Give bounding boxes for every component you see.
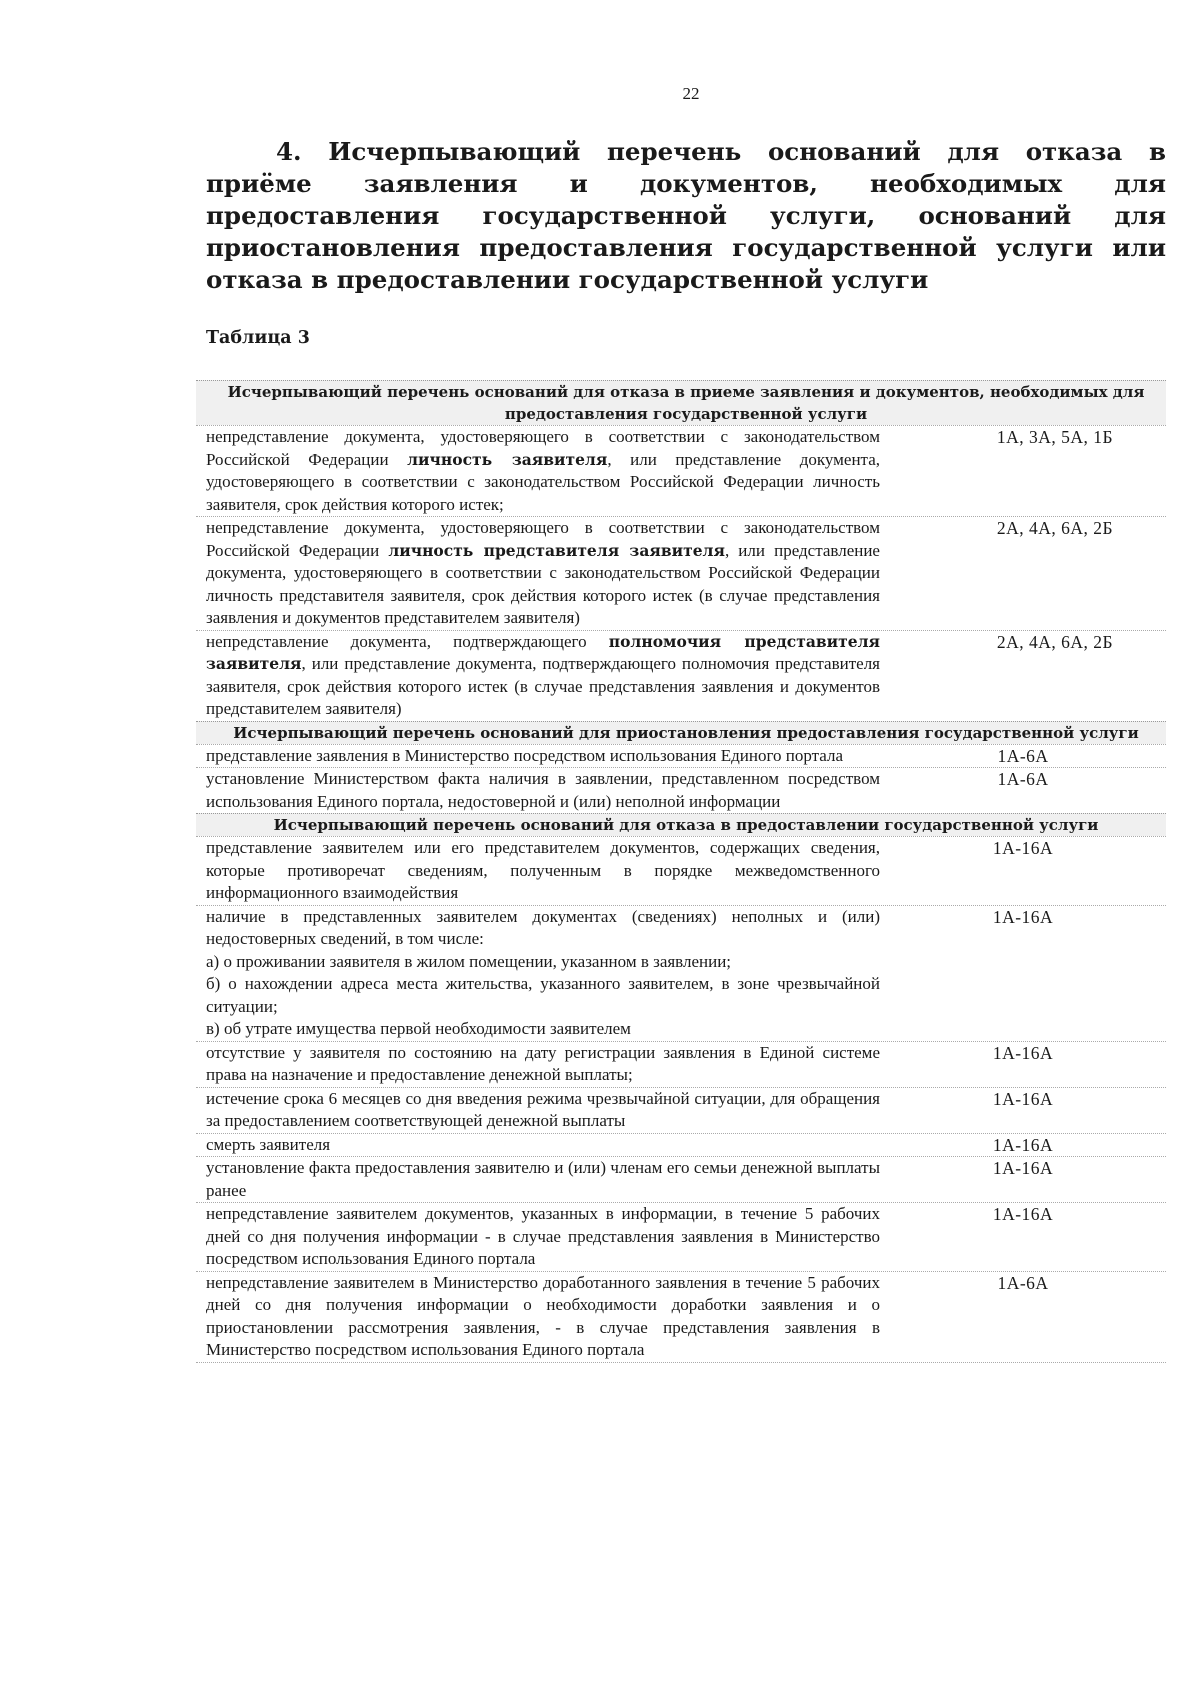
grounds-table [196,380,1166,1363]
table-row [196,1271,1166,1363]
row-text: отсутствие у заявителя по состоянию на дату регистрации заявления в Единой системе права на назначение и предоставление денежной выплаты; [206,1042,880,1084]
table-row [196,1156,1166,1202]
row-text: непредставление заявителем в Министерство доработанного заявления в течение 5 рабочих дней со дня получения информации о необходимости доработки заявления и о приостановлении рассмотрения заявления, - в случае представления заявления в Министерство посредством использования Единого портала [206,1272,880,1359]
row-text [196,426,880,516]
row-code: 1А-16А [992,838,1054,858]
section-header-refusal-service: Исчерпывающий перечень оснований для отказа в предоставлении государственной услуги [196,813,1166,836]
page-number: 22 [682,84,700,103]
table-row [196,1087,1166,1133]
section-header-suspension: Исчерпывающий перечень оснований для приостановления предоставления государственной услуги [196,721,1166,744]
row-text-emphasis: личность заявителя [407,449,608,469]
row-code: 1А-16А [992,1204,1054,1224]
row-text-part: непредставление документа, подтверждающего [206,631,609,651]
row-text-line: наличие в представленных заявителем документах (сведениях) неполных и (или) недостоверных сведений, в том числе: [206,906,880,948]
row-text-line: в) об утрате имущества первой необходимости заявителем [206,1019,631,1038]
row-text: установление факта предоставления заявителю и (или) членам его семьи денежной выплаты ранее [206,1158,880,1200]
table-row [196,425,1166,516]
section-heading: 4. Исчерпывающий перечень оснований для отказа в приёме заявления и документов, необходимых для предоставления государственной услуги, оснований для приостановления предоставления государственной услуги или отказа в предоставлении государственной услуги [206,137,1166,294]
table-row [196,1202,1166,1271]
row-code: 1А-16А [992,1088,1054,1109]
row-text-part: непредставление документа, удостоверяющего в соответствии с законодательством Российской Федерации [206,518,880,560]
row-text-part: , или представление документа, удостоверяющего в соответствии с законодательством Российской Федерации личность заявителя, срок действия которого истек; [206,449,880,514]
row-code: 1А-16А [992,1134,1054,1155]
row-text-part: непредставление документа, удостоверяющего в соответствии с законодательством Российской Федерации [206,427,880,469]
table-row [196,1041,1166,1087]
table-row [196,630,1166,721]
row-text: установление Министерством факта наличия в заявлении, представленном посредством использования Единого портала, недостоверной и (или) неполной информации [206,769,880,811]
row-text-line: а) о проживании заявителя в жилом помещении, указанном в заявлении; [206,951,732,971]
section-header-refusal-acceptance: Исчерпывающий перечень оснований для отказа в приеме заявления и документов, необходимых для предоставления государственной услуги [196,380,1166,425]
row-text: смерть заявителя [206,1134,331,1154]
row-code: 1А-6А [997,745,1049,766]
row-code: 2А, 4А, 6А, 2Б [996,518,1114,538]
row-code: 1А-16А [992,1158,1054,1178]
row-text: представление заявления в Министерство посредством использования Единого портала [206,745,843,765]
row-text-emphasis: личность представителя заявителя [388,540,725,560]
table-caption: Таблица 3 [206,328,310,348]
row-text: представление заявителем или его представителем документов, содержащих сведения, которые противоречат сведениям, полученным в порядке межведомственного информационного взаимодействия [206,838,880,902]
table-row [196,767,1166,813]
table-row [196,516,1166,630]
row-text [196,631,880,721]
table-row [196,905,1166,1041]
row-text-line: б) о нахождении адреса места жительства, указанного заявителем, в зоне чрезвычайной ситуации; [206,974,880,1016]
table-row [196,836,1166,905]
table-row [196,744,1166,768]
row-code: 1А-16А [992,906,1054,927]
row-code: 1А-16А [992,1042,1054,1063]
row-text-part: , или представление документа, удостоверяющего в соответствии с законодательством Российской Федерации личность представителя заявителя, срок действия которого истек (в случае представления заявления и документов представителем заявителя) [206,540,880,627]
row-text: непредставление заявителем документов, указанных в информации, в течение 5 рабочих дней со дня получения информации - в случае представления заявления в Министерство посредством использования Единого портала [206,1204,880,1268]
row-code: 1А-6А [997,1272,1049,1293]
row-text [196,517,880,630]
row-text-emphasis: полномочия представителя заявителя [206,631,880,673]
row-code: 2А, 4А, 6А, 2Б [996,631,1114,652]
row-text [196,906,880,1041]
row-text: истечение срока 6 месяцев со дня введения режима чрезвычайной ситуации, для обращения за предоставлением соответствующей денежной выплаты [206,1088,880,1130]
table-row [196,1133,1166,1157]
row-code: 1А-6А [997,769,1049,789]
row-text-part: , или представление документа, подтверждающего полномочия представителя заявителя, срок действия которого истек (в случае представления заявления и документов представителем заявителя) [206,654,880,718]
row-code: 1А, 3А, 5А, 1Б [996,427,1114,447]
